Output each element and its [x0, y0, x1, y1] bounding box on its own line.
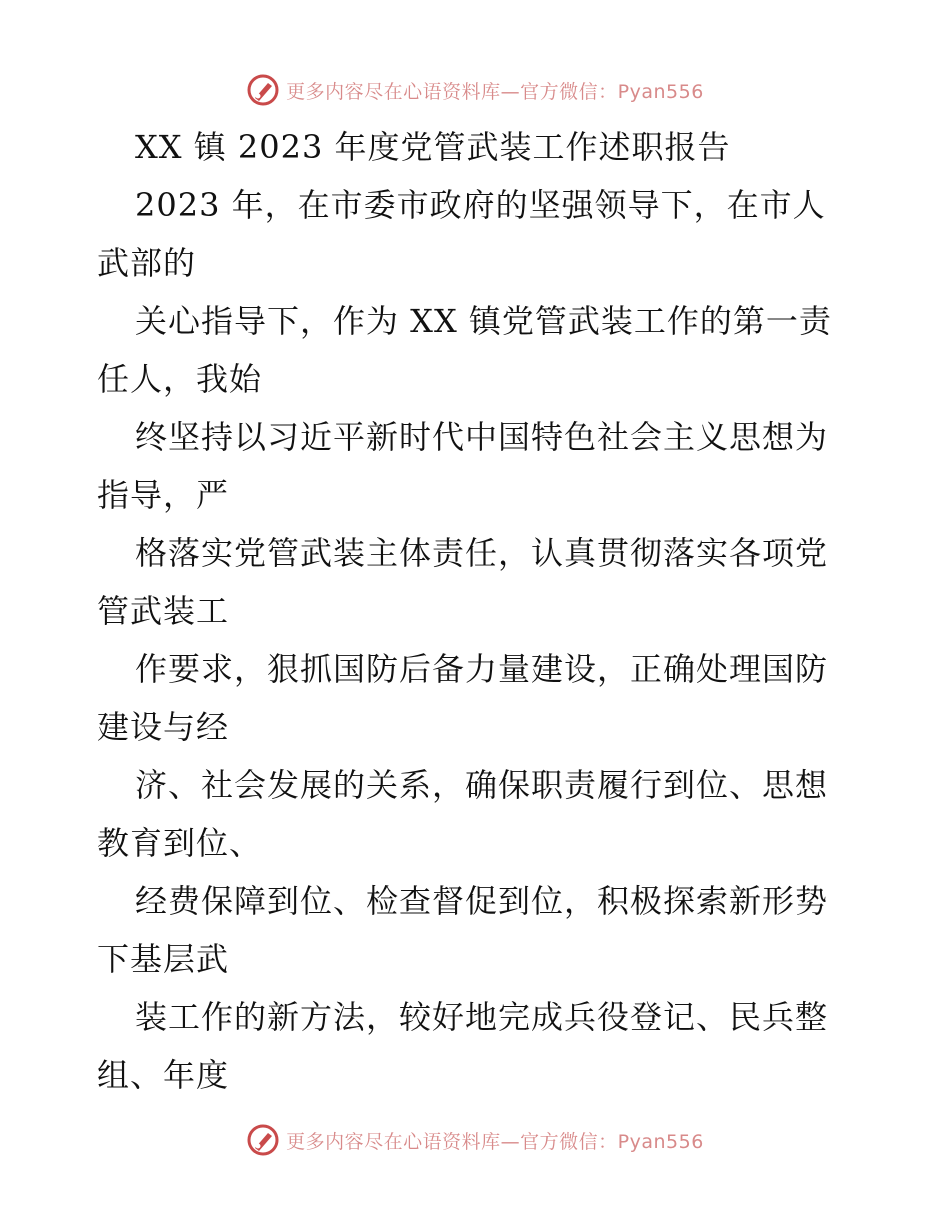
- document-title: XX 镇 2023 年度党管武装工作述职报告: [135, 128, 731, 166]
- paragraph-line: 格落实党管武装主体责任，认真贯彻落实各项党: [135, 534, 829, 572]
- paragraph-line: 作要求，狠抓国防后备力量建设，正确处理国防: [135, 650, 829, 688]
- paragraph-line: 指导，严: [97, 476, 230, 514]
- paragraph-line: 管武装工: [97, 592, 230, 630]
- paragraph-line: 教育到位、: [97, 824, 263, 862]
- paragraph-line: 建设与经: [97, 708, 230, 746]
- watermark-text: 更多内容尽在心语资料库—官方微信：Pyan556: [286, 1130, 704, 1153]
- paragraph-line: 下基层武: [97, 940, 230, 978]
- paragraph-line: 济、社会发展的关系，确保职责履行到位、思想: [135, 766, 829, 804]
- header-watermark: [0, 70, 950, 110]
- paragraph-line: 装工作的新方法，较好地完成兵役登记、民兵整: [135, 998, 829, 1036]
- paragraph-line: 终坚持以习近平新时代中国特色社会主义思想为: [135, 418, 829, 456]
- paragraph-line: 关心指导下，作为 XX 镇党管武装工作的第一责: [135, 302, 832, 340]
- paragraph-line: 组、年度: [97, 1056, 230, 1094]
- paragraph-line: 任人，我始: [97, 360, 263, 398]
- pen-logo-icon: [246, 1123, 280, 1157]
- pen-logo-icon: [246, 73, 280, 107]
- paragraph-line: 武部的: [97, 244, 197, 282]
- watermark-text: 更多内容尽在心语资料库—官方微信：Pyan556: [286, 80, 704, 103]
- footer-watermark: [0, 1120, 950, 1160]
- paragraph-line: 经费保障到位、检查督促到位，积极探索新形势: [135, 882, 829, 920]
- paragraph-line: 2023 年，在市委市政府的坚强领导下，在市人: [135, 186, 826, 224]
